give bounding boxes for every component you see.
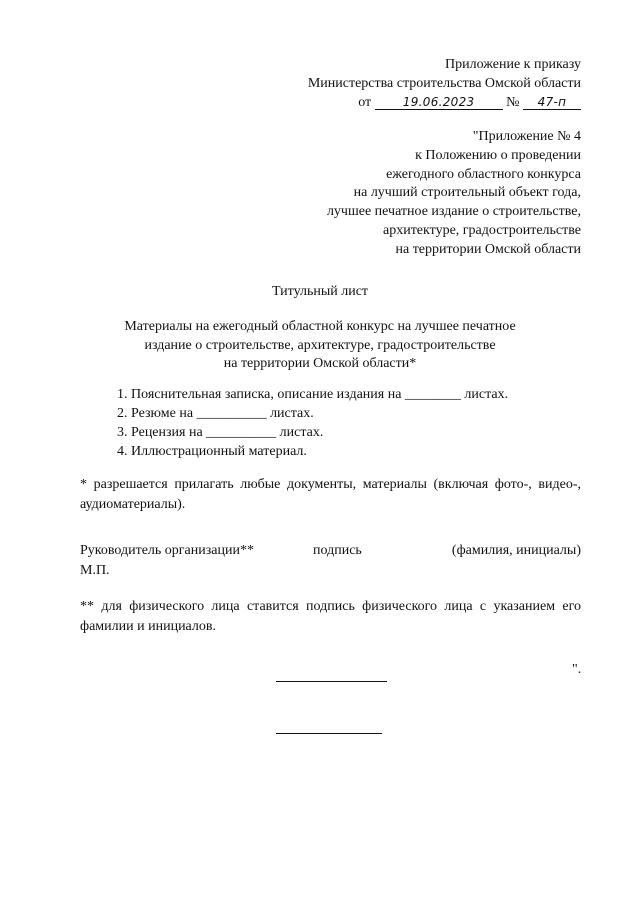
list-item: 1. Пояснительная записка, описание издания на ________ листах.	[117, 387, 509, 402]
from-label: от	[358, 94, 372, 110]
appendix-line5: лучшее печатное издание о строительстве,	[326, 204, 581, 220]
order-header	[308, 56, 581, 112]
list-item: 4. Иллюстрационный материал.	[117, 444, 307, 459]
divider-line	[276, 733, 382, 734]
handwritten-number: 47-п	[523, 95, 581, 110]
order-header-line2: Министерства строительства Омской области	[307, 75, 581, 91]
subtitle-line3: на территории Омской области*	[223, 356, 417, 371]
stamp-label: М.П.	[80, 563, 110, 578]
subtitle-line1: Материалы на ежегодный областной конкурс на лучшее печатное	[124, 319, 516, 334]
footnote-individual: ** для физического лица ставится подпись физического лица с указанием его фамилии и инициалов.	[80, 599, 581, 634]
appendix-line7: на территории Омской области	[395, 241, 581, 257]
divider-line	[276, 681, 387, 682]
appendix-line2: к Положению о проведении	[415, 147, 581, 163]
handwritten-date: 19.06.2023	[375, 95, 503, 110]
number-label: №	[506, 94, 520, 110]
subtitle-line2: издание о строительстве, архитектуре, градостроительстве	[144, 337, 496, 353]
page-title: Титульный лист	[271, 284, 369, 299]
order-date-number-line	[308, 94, 581, 113]
list-item: 3. Рецензия на __________ листах.	[117, 425, 324, 440]
appendix-reference	[327, 128, 581, 260]
appendix-line1: "Приложение № 4	[472, 129, 581, 144]
subtitle	[0, 318, 640, 374]
closing-quote: ".	[572, 662, 582, 677]
signature-sign-label: подпись	[313, 543, 362, 558]
materials-list	[117, 385, 508, 461]
signature-name-label: (фамилия, инициалы)	[451, 543, 581, 558]
list-item: 2. Резюме на __________ листах.	[117, 406, 314, 421]
signature-head-label: Руководитель организации**	[80, 543, 254, 558]
footnote-attachments: * разрешается прилагать любые документы, материалы (включая фото-, видео-, аудиоматериалы).	[80, 477, 581, 512]
appendix-line3: ежегодного областного конкурса	[386, 166, 581, 182]
appendix-line4: на лучший строительный объект года,	[353, 185, 581, 201]
appendix-line6: архитектуре, градостроительстве	[382, 222, 581, 238]
order-header-line1: Приложение к приказу	[445, 57, 581, 72]
